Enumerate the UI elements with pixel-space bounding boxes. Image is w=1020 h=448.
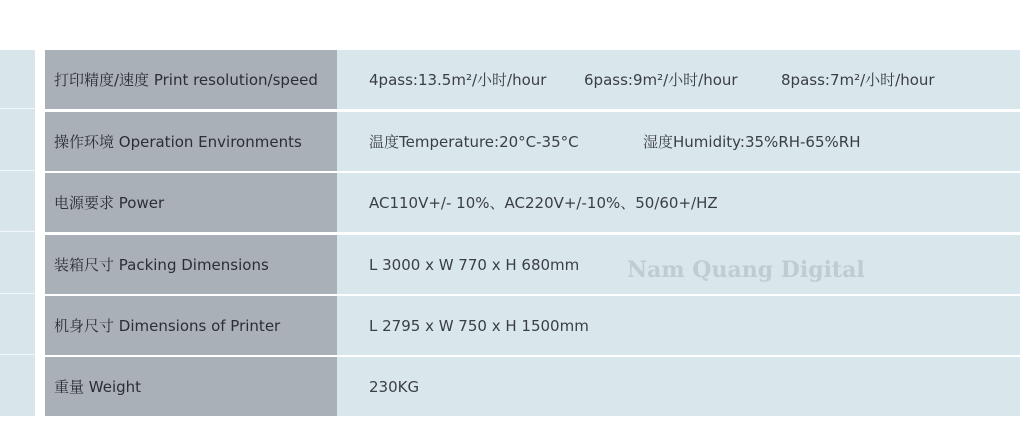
spec-value [337,357,1020,416]
value-printer-dimensions: L 2795 x W 750 x H 1500mm [369,316,589,335]
spec-label: 打印精度/速度 Print resolution/speed [45,50,337,109]
spec-row-packing-dimensions [45,235,1020,294]
spec-label: 操作环境 Operation Environments [45,112,337,171]
divider [0,293,35,294]
divider [0,354,35,355]
spec-value [337,112,1020,171]
value-humidity: 湿度Humidity:35%RH-65%RH [643,133,861,151]
spec-value [337,296,1020,355]
spec-row-environment [45,112,1020,171]
value-packing-dimensions: L 3000 x W 770 x H 680mm [369,255,580,274]
value-power: AC110V+/- 10%、AC220V+/-10%、50/60+/HZ [369,194,718,212]
divider [0,231,35,232]
value-4pass: 4pass:13.5m²/小时/hour [369,71,547,89]
spec-row-printer-dimensions [45,296,1020,355]
value-temperature: 温度Temperature:20°C-35°C [369,133,579,151]
spec-row-print-speed [45,50,1020,109]
spec-value [337,173,1020,232]
divider [0,170,35,171]
divider [0,108,35,109]
spec-label: 重量 Weight [45,357,337,416]
spec-label: 机身尺寸 Dimensions of Printer [45,296,337,355]
spec-table [45,50,1020,416]
spec-row-weight [45,357,1020,416]
spec-label: 电源要求 Power [45,173,337,232]
spec-label: 装箱尺寸 Packing Dimensions [45,235,337,294]
left-edge-strip [0,50,35,416]
value-6pass: 6pass:9m²/小时/hour [584,71,738,89]
spec-value [337,50,1020,109]
spec-row-power [45,173,1020,232]
value-weight: 230KG [369,377,420,396]
value-8pass: 8pass:7m²/小时/hour [781,71,935,89]
watermark-text: Nam Quang Digital [627,257,865,283]
